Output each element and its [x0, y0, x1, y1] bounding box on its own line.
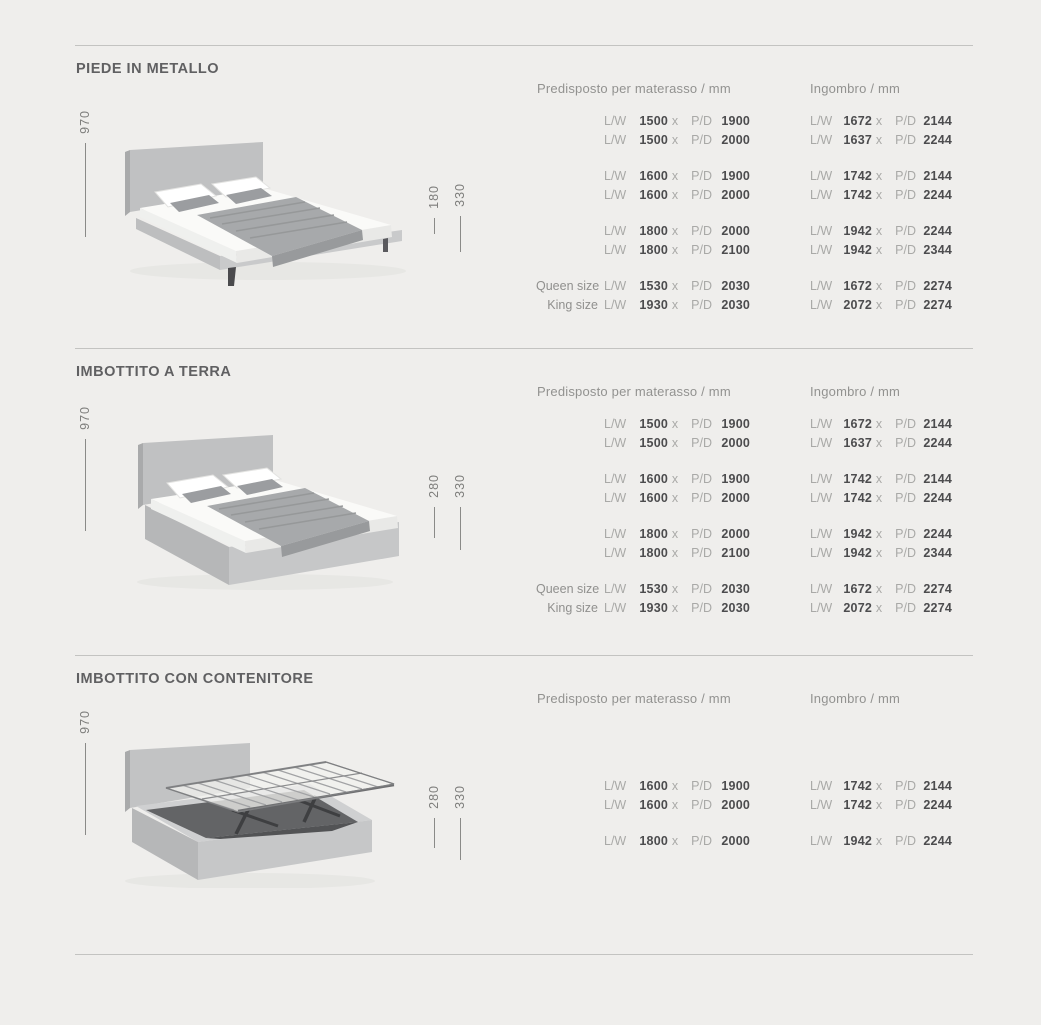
mattress-depth-value: 2000	[721, 132, 750, 147]
pd-label: P/D	[691, 581, 712, 596]
mattress-depth-value: 2000	[721, 833, 750, 848]
overall-depth-value: 2244	[923, 187, 952, 202]
overall-width-value: 2072	[843, 600, 872, 615]
spec-row	[536, 598, 952, 617]
pd-label: P/D	[895, 581, 916, 596]
dimension-line	[460, 818, 461, 860]
overall-depth-value: 2144	[923, 416, 952, 431]
overall-width-value: 1742	[843, 778, 872, 793]
lw-label: L/W	[810, 600, 833, 615]
pd-label: P/D	[691, 168, 712, 183]
lw-label: L/W	[604, 797, 627, 812]
mattress-width-value: 1930	[639, 600, 668, 615]
mattress-width-value: 1800	[639, 545, 668, 560]
mattress-width-value: 1500	[639, 435, 668, 450]
overall-width-value: 1637	[843, 435, 872, 450]
times-label: x	[875, 778, 883, 793]
overall-width-value: 1742	[843, 471, 872, 486]
lw-label: L/W	[604, 132, 627, 147]
overall-depth-value: 2244	[923, 526, 952, 541]
times-label: x	[875, 168, 883, 183]
pd-label: P/D	[691, 600, 712, 615]
mattress-width-value: 1800	[639, 526, 668, 541]
lw-label: L/W	[604, 435, 627, 450]
pd-label: P/D	[895, 490, 916, 505]
overall-width-value: 1742	[843, 490, 872, 505]
times-label: x	[875, 187, 883, 202]
frame-dimension	[452, 785, 468, 860]
lw-label: L/W	[810, 297, 833, 312]
height-dimension	[77, 110, 93, 237]
pd-label: P/D	[691, 187, 712, 202]
lw-label: L/W	[810, 797, 833, 812]
dimension-line	[434, 507, 435, 538]
pd-label: P/D	[895, 471, 916, 486]
times-label: x	[671, 778, 679, 793]
pd-label: P/D	[895, 797, 916, 812]
overall-width-value: 1942	[843, 242, 872, 257]
mattress-depth-value: 1900	[721, 113, 750, 128]
overall-width-value: 1742	[843, 168, 872, 183]
spec-row	[536, 831, 952, 850]
pd-label: P/D	[895, 833, 916, 848]
times-label: x	[875, 113, 883, 128]
pd-label: P/D	[895, 297, 916, 312]
overall-depth-value: 2144	[923, 471, 952, 486]
overall-width-value: 1942	[843, 545, 872, 560]
spec-row	[536, 414, 952, 433]
lw-label: L/W	[810, 223, 833, 238]
spec-row	[536, 488, 952, 507]
section-piede-in-metallo	[0, 45, 1041, 348]
lw-label: L/W	[810, 242, 833, 257]
lw-label: L/W	[604, 416, 627, 431]
spec-row	[536, 221, 952, 240]
frame-dimension-label: 330	[453, 183, 467, 207]
bed-photo-storage-open	[100, 738, 400, 888]
lw-label: L/W	[810, 778, 833, 793]
overall-depth-value: 2144	[923, 778, 952, 793]
times-label: x	[671, 526, 679, 541]
mattress-width-value: 1600	[639, 168, 668, 183]
lw-label: L/W	[810, 471, 833, 486]
pd-label: P/D	[895, 778, 916, 793]
mattress-width-value: 1500	[639, 132, 668, 147]
spec-group	[536, 524, 952, 562]
row-size-label: Queen size	[536, 581, 600, 596]
spec-group	[536, 579, 952, 617]
spec-row-spacer	[536, 740, 952, 759]
times-label: x	[875, 545, 883, 560]
overall-width-value: 1637	[843, 132, 872, 147]
mattress-depth-value: 2000	[721, 490, 750, 505]
pd-label: P/D	[691, 297, 712, 312]
section-imbottito-con-contenitore	[0, 655, 1041, 954]
frame-dimension-label: 330	[453, 474, 467, 498]
frame-dimension	[452, 474, 468, 550]
spec-group	[536, 831, 952, 850]
mattress-column-header: Predisposto per materasso / mm	[537, 81, 731, 96]
spec-group	[536, 221, 952, 259]
pd-label: P/D	[691, 132, 712, 147]
times-label: x	[671, 132, 679, 147]
times-label: x	[875, 223, 883, 238]
overall-column-header: Ingombro / mm	[810, 691, 901, 706]
overall-depth-value: 2274	[923, 278, 952, 293]
spec-group	[536, 414, 952, 452]
section-title: PIEDE IN METALLO	[76, 61, 220, 77]
overall-depth-value: 2244	[923, 490, 952, 505]
times-label: x	[875, 435, 883, 450]
times-label: x	[875, 797, 883, 812]
lw-label: L/W	[810, 416, 833, 431]
section-title: IMBOTTITO CON CONTENITORE	[76, 671, 314, 687]
lw-label: L/W	[604, 490, 627, 505]
mattress-width-value: 1800	[639, 833, 668, 848]
overall-depth-value: 2244	[923, 132, 952, 147]
lw-label: L/W	[604, 297, 627, 312]
times-label: x	[875, 471, 883, 486]
lw-label: L/W	[810, 833, 833, 848]
lw-label: L/W	[810, 187, 833, 202]
mattress-width-value: 1500	[639, 113, 668, 128]
times-label: x	[671, 545, 679, 560]
mattress-column-header: Predisposto per materasso / mm	[537, 691, 731, 706]
pd-label: P/D	[691, 435, 712, 450]
height-dimension-label: 970	[78, 710, 92, 734]
dimension-line	[85, 743, 86, 835]
mattress-width-value: 1500	[639, 416, 668, 431]
lw-label: L/W	[604, 278, 627, 293]
times-label: x	[671, 297, 679, 312]
dimension-line	[434, 818, 435, 848]
overall-depth-value: 2274	[923, 600, 952, 615]
pd-label: P/D	[691, 223, 712, 238]
lw-label: L/W	[604, 526, 627, 541]
pd-label: P/D	[691, 797, 712, 812]
spec-row-spacer	[536, 721, 952, 740]
times-label: x	[671, 168, 679, 183]
spec-table	[536, 721, 952, 867]
overall-depth-value: 2244	[923, 223, 952, 238]
lw-label: L/W	[810, 168, 833, 183]
overall-width-value: 1942	[843, 223, 872, 238]
overall-width-value: 1942	[843, 833, 872, 848]
spec-row	[536, 240, 952, 259]
base-dimension	[426, 474, 442, 538]
overall-width-value: 1742	[843, 797, 872, 812]
times-label: x	[875, 581, 883, 596]
pd-label: P/D	[691, 545, 712, 560]
times-label: x	[671, 833, 679, 848]
overall-depth-value: 2244	[923, 435, 952, 450]
times-label: x	[671, 278, 679, 293]
mattress-width-value: 1600	[639, 187, 668, 202]
pd-label: P/D	[691, 833, 712, 848]
times-label: x	[671, 471, 679, 486]
base-dimension	[426, 185, 442, 234]
spec-table	[536, 414, 952, 634]
lw-label: L/W	[810, 435, 833, 450]
overall-width-value: 1672	[843, 278, 872, 293]
overall-depth-value: 2344	[923, 545, 952, 560]
times-label: x	[875, 278, 883, 293]
dimension-line	[460, 216, 461, 252]
overall-depth-value: 2144	[923, 168, 952, 183]
lw-label: L/W	[604, 242, 627, 257]
pd-label: P/D	[691, 526, 712, 541]
times-label: x	[671, 416, 679, 431]
lw-label: L/W	[604, 113, 627, 128]
mattress-depth-value: 2000	[721, 435, 750, 450]
mattress-width-value: 1800	[639, 242, 668, 257]
times-label: x	[875, 600, 883, 615]
mattress-width-value: 1600	[639, 797, 668, 812]
mattress-depth-value: 2030	[721, 297, 750, 312]
row-size-label: Queen size	[536, 278, 600, 293]
mattress-depth-value: 1900	[721, 168, 750, 183]
row-size-label: King size	[547, 297, 598, 312]
pd-label: P/D	[691, 278, 712, 293]
overall-column-header: Ingombro / mm	[810, 81, 901, 96]
row-size-label: King size	[547, 600, 598, 615]
base-dimension-label: 280	[427, 785, 441, 809]
lw-label: L/W	[604, 778, 627, 793]
times-label: x	[671, 187, 679, 202]
times-label: x	[875, 297, 883, 312]
times-label: x	[875, 490, 883, 505]
pd-label: P/D	[895, 168, 916, 183]
spec-row	[536, 524, 952, 543]
mattress-width-value: 1530	[639, 581, 668, 596]
lw-label: L/W	[604, 187, 627, 202]
base-dimension-label: 280	[427, 474, 441, 498]
lw-label: L/W	[604, 600, 627, 615]
mattress-depth-value: 2000	[721, 526, 750, 541]
dimension-line	[434, 218, 435, 234]
dimension-line	[85, 143, 86, 237]
height-dimension	[77, 710, 93, 835]
overall-depth-value: 2144	[923, 113, 952, 128]
mattress-width-value: 1600	[639, 490, 668, 505]
lw-label: L/W	[810, 113, 833, 128]
times-label: x	[671, 490, 679, 505]
times-label: x	[671, 113, 679, 128]
overall-width-value: 1672	[843, 416, 872, 431]
bed-photo-upholstered-to-floor	[115, 425, 405, 590]
times-label: x	[671, 797, 679, 812]
pd-label: P/D	[895, 132, 916, 147]
spec-row	[536, 276, 952, 295]
pd-label: P/D	[895, 278, 916, 293]
mattress-depth-value: 2000	[721, 187, 750, 202]
section-imbottito-a-terra	[0, 348, 1041, 655]
overall-depth-value: 2244	[923, 797, 952, 812]
overall-width-value: 1942	[843, 526, 872, 541]
spec-row	[536, 469, 952, 488]
mattress-width-value: 1600	[639, 471, 668, 486]
spec-row	[536, 166, 952, 185]
lw-label: L/W	[810, 490, 833, 505]
base-dimension	[426, 785, 442, 848]
dimension-line	[460, 507, 461, 550]
overall-depth-value: 2344	[923, 242, 952, 257]
lw-label: L/W	[810, 526, 833, 541]
mattress-depth-value: 2000	[721, 223, 750, 238]
spec-row	[536, 111, 952, 130]
height-dimension-label: 970	[78, 406, 92, 430]
lw-label: L/W	[810, 545, 833, 560]
spec-row	[536, 776, 952, 795]
times-label: x	[875, 242, 883, 257]
pd-label: P/D	[895, 242, 916, 257]
times-label: x	[671, 223, 679, 238]
spec-row	[536, 185, 952, 204]
mattress-depth-value: 2030	[721, 278, 750, 293]
overall-depth-value: 2244	[923, 833, 952, 848]
lw-label: L/W	[604, 581, 627, 596]
pd-label: P/D	[895, 435, 916, 450]
pd-label: P/D	[691, 416, 712, 431]
spec-row	[536, 579, 952, 598]
pd-label: P/D	[895, 187, 916, 202]
pd-label: P/D	[895, 600, 916, 615]
times-label: x	[671, 242, 679, 257]
overall-column-header: Ingombro / mm	[810, 384, 901, 399]
lw-label: L/W	[604, 168, 627, 183]
mattress-depth-value: 1900	[721, 471, 750, 486]
pd-label: P/D	[691, 242, 712, 257]
spec-group	[536, 111, 952, 149]
spec-row	[536, 543, 952, 562]
pd-label: P/D	[691, 778, 712, 793]
base-dimension-label: 180	[427, 185, 441, 209]
mattress-width-value: 1930	[639, 297, 668, 312]
dimension-line	[85, 439, 86, 531]
spec-row	[536, 795, 952, 814]
spec-row	[536, 295, 952, 314]
pd-label: P/D	[691, 490, 712, 505]
spec-group	[536, 166, 952, 204]
overall-width-value: 2072	[843, 297, 872, 312]
pd-label: P/D	[895, 545, 916, 560]
mattress-depth-value: 2030	[721, 600, 750, 615]
times-label: x	[875, 416, 883, 431]
mattress-width-value: 1800	[639, 223, 668, 238]
lw-label: L/W	[604, 471, 627, 486]
mattress-width-value: 1530	[639, 278, 668, 293]
pd-label: P/D	[691, 113, 712, 128]
mattress-depth-value: 2000	[721, 797, 750, 812]
mattress-depth-value: 2100	[721, 242, 750, 257]
times-label: x	[875, 526, 883, 541]
pd-label: P/D	[895, 113, 916, 128]
lw-label: L/W	[810, 581, 833, 596]
section-divider	[75, 954, 973, 955]
section-title: IMBOTTITO A TERRA	[76, 364, 232, 380]
overall-width-value: 1742	[843, 187, 872, 202]
spec-group	[536, 276, 952, 314]
lw-label: L/W	[604, 223, 627, 238]
spec-group	[536, 776, 952, 814]
spec-group	[536, 469, 952, 507]
spec-group	[536, 721, 952, 759]
height-dimension	[77, 406, 93, 531]
lw-label: L/W	[810, 278, 833, 293]
frame-dimension-label: 330	[453, 785, 467, 809]
mattress-depth-value: 1900	[721, 416, 750, 431]
overall-width-value: 1672	[843, 581, 872, 596]
spec-row	[536, 433, 952, 452]
mattress-depth-value: 2100	[721, 545, 750, 560]
times-label: x	[875, 132, 883, 147]
overall-depth-value: 2274	[923, 581, 952, 596]
pd-label: P/D	[895, 223, 916, 238]
pd-label: P/D	[895, 526, 916, 541]
spec-row	[536, 130, 952, 149]
spec-table	[536, 111, 952, 331]
mattress-depth-value: 1900	[721, 778, 750, 793]
pd-label: P/D	[895, 416, 916, 431]
mattress-width-value: 1600	[639, 778, 668, 793]
bed-photo-metal-feet	[100, 130, 420, 290]
overall-width-value: 1672	[843, 113, 872, 128]
times-label: x	[671, 600, 679, 615]
times-label: x	[671, 581, 679, 596]
mattress-column-header: Predisposto per materasso / mm	[537, 384, 731, 399]
times-label: x	[875, 833, 883, 848]
mattress-depth-value: 2030	[721, 581, 750, 596]
times-label: x	[671, 435, 679, 450]
frame-dimension	[452, 183, 468, 252]
lw-label: L/W	[810, 132, 833, 147]
pd-label: P/D	[691, 471, 712, 486]
overall-depth-value: 2274	[923, 297, 952, 312]
lw-label: L/W	[604, 833, 627, 848]
height-dimension-label: 970	[78, 110, 92, 134]
lw-label: L/W	[604, 545, 627, 560]
